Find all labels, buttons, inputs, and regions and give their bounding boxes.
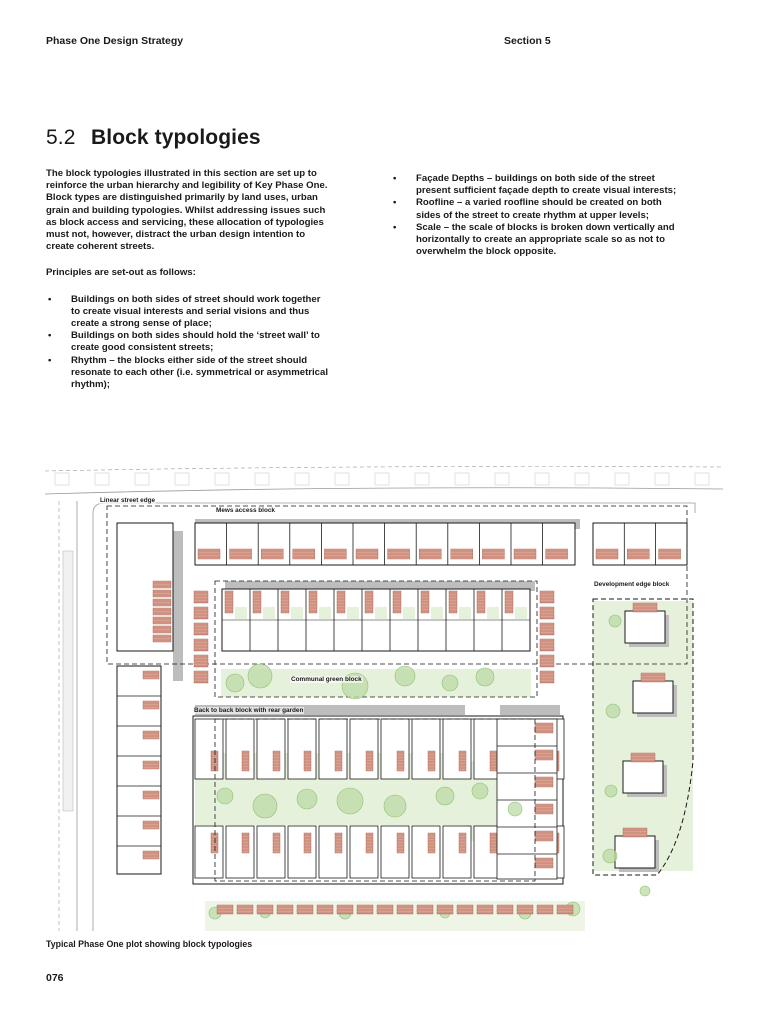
pavement-unit [255,473,269,485]
page-number: 076 [46,972,64,984]
back-to-back-unit [350,826,378,878]
parking-bay [237,905,253,914]
building-shadow [500,705,560,715]
parking-bay [153,590,171,597]
parking-bay [194,639,208,651]
back-to-back-unit [319,826,347,878]
parking-bay [153,581,171,588]
pavement-unit [535,473,549,485]
parking-bay [194,655,208,667]
tree-canopy [606,704,620,718]
parking-bay [143,851,159,859]
back-to-back-unit [257,719,285,779]
parking-bay [397,905,413,914]
tree-canopy [248,664,272,688]
courtyard [487,607,499,619]
right-text-column [391,173,681,258]
tree-canopy [476,668,494,686]
parking-bay [297,905,313,914]
linear-block [117,666,161,874]
label-development-edge-block: Development edge block [594,581,670,588]
parking-bay [217,905,233,914]
parking-bay [143,701,159,709]
parking-bay [557,905,573,914]
pavement-unit [135,473,149,485]
parking-bay [257,905,273,914]
parking-bay [194,607,208,619]
tree-canopy [472,783,488,799]
parking-bay [540,591,554,603]
parking-bay [143,761,159,769]
parking-bay [143,791,159,799]
parking-bay [143,731,159,739]
parking-bay [540,671,554,683]
principle-item: • Façade Depths – buildings on both side of the street present sufficient façade depth to create visual interests; [391,173,681,197]
back-to-back-unit [443,719,471,779]
parking-bay [517,905,533,914]
parking-bay [631,753,655,762]
pavement-unit [335,473,349,485]
parking-bay [497,905,513,914]
left-verge [63,551,73,811]
section-number: 5.2 [46,126,76,149]
back-to-back-unit [226,719,254,779]
pavement-unit [55,473,69,485]
parking-bay [377,905,393,914]
tree-canopy [436,787,454,805]
detached-house [615,836,655,868]
tree-canopy [395,666,415,686]
parking-bay [194,623,208,635]
site-plan-drawing [45,461,723,938]
courtyard [375,607,387,619]
building-shadow [173,531,183,681]
courtyard [403,607,415,619]
parking-bay [641,673,665,682]
parking-bay [417,905,433,914]
label-linear-street-edge: Linear street edge [100,497,156,504]
principle-item: • Roofline – a varied roofline should be created on both sides of the street to create rhythm at upper levels; [391,197,681,221]
running-header-left: Phase One Design Strategy [46,35,184,47]
back-to-back-unit [350,719,378,779]
principle-item: • Rhythm – the blocks either side of the street should resonate to each other (i.e. symmetrical or asymmetrical rhythm); [46,355,331,392]
parking-bay [277,905,293,914]
label-mews-access-block: Mews access block [216,507,275,514]
parking-bay [540,623,554,635]
pavement-unit [295,473,309,485]
section-heading [46,126,261,150]
courtyard [319,607,331,619]
detached-house [625,611,665,643]
back-to-back-unit [443,826,471,878]
parking-bay [337,905,353,914]
courtyard [515,607,527,619]
pavement-unit [415,473,429,485]
figure-caption: Typical Phase One plot showing block typologies [46,939,253,949]
parking-bay [477,905,493,914]
pavement-unit [175,473,189,485]
tree-canopy [217,788,233,804]
pavement-unit [615,473,629,485]
parking-bay [437,905,453,914]
parking-bay [540,607,554,619]
pavement-unit [575,473,589,485]
parking-bay [153,608,171,615]
back-to-back-unit [226,826,254,878]
courtyard [291,607,303,619]
corner-block [497,719,557,879]
courtyard [459,607,471,619]
principle-item: • Scale – the scale of blocks is broken down vertically and horizontally to create an appropriate scale so as not to overwhelm the block opposite. [391,222,681,259]
parking-bay [540,639,554,651]
tree-canopy [442,675,458,691]
label-back-to-back-block: Back to back block with rear garden [194,707,304,714]
back-to-back-unit [288,826,316,878]
pavement-unit [215,473,229,485]
principle-item: • Buildings on both sides should hold the ‘street wall’ to create good consistent streets; [46,330,331,354]
back-to-back-unit [195,719,223,779]
intro-paragraph: The block typologies illustrated in this section are set up to reinforce the urban hierarchy and legibility of Key Phase One. Block types are distinguished primarily by land uses, urban grain and building typologies. Whilst addressing issues such as block access and servicing, these allocation of typologies must not, however, distract the urban design intention to create coherent streets. [46,168,328,253]
back-to-back-unit [195,826,223,878]
left-text-column [46,168,331,391]
tree-canopy [605,785,617,797]
back-to-back-unit [412,826,440,878]
courtyard [347,607,359,619]
tree-canopy [226,674,244,692]
parking-bay [153,599,171,606]
tree-canopy [337,788,363,814]
parking-bay [537,905,553,914]
parking-bay [143,671,159,679]
detached-house [623,761,663,793]
principles-list-left [46,294,331,392]
parking-bay [153,617,171,624]
running-header-right: Section 5 [504,35,551,47]
pavement-unit [655,473,669,485]
parking-bay [153,635,171,642]
principle-item: • Buildings on both sides of street should work together to create visual interests and serial visions and thus create a strong sense of place; [46,294,331,331]
back-to-back-unit [288,719,316,779]
parking-bay [153,626,171,633]
courtyard [431,607,443,619]
parking-bay [633,603,657,612]
parking-bay [540,655,554,667]
parking-bay [623,828,647,837]
tree-canopy [253,794,277,818]
pavement-unit [455,473,469,485]
parking-bay [194,591,208,603]
tree-canopy [297,789,317,809]
tree-canopy [640,886,650,896]
back-to-back-unit [257,826,285,878]
pavement-unit [95,473,109,485]
courtyard [235,607,247,619]
tree-canopy [384,795,406,817]
pavement-unit [375,473,389,485]
courtyard [263,607,275,619]
tree-canopy [603,849,617,863]
parking-bay [317,905,333,914]
back-to-back-unit [319,719,347,779]
tree-canopy [609,615,621,627]
back-to-back-unit [412,719,440,779]
parking-bay [357,905,373,914]
parking-bay [143,821,159,829]
pavement-unit [695,473,709,485]
parking-bay [457,905,473,914]
section-title: Block typologies [91,126,261,149]
parking-bay [194,671,208,683]
site-plan-figure [45,461,723,938]
detached-house [633,681,673,713]
back-to-back-unit [381,826,409,878]
pavement-unit [495,473,509,485]
label-communal-green-block: Communal green block [291,676,362,683]
back-to-back-unit [381,719,409,779]
tree-canopy [508,802,522,816]
principles-intro: Principles are set-out as follows: [46,267,196,279]
principles-list-right [391,173,681,258]
